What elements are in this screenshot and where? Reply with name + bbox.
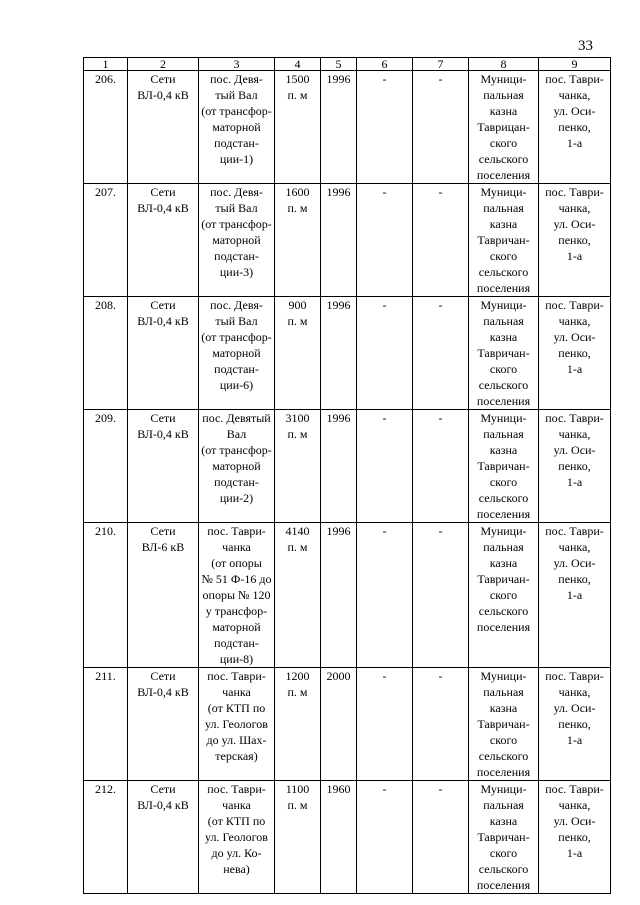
- object-year: 1996: [321, 184, 357, 297]
- table-row: [84, 781, 611, 894]
- object-name: Сети ВЛ-6 кВ: [128, 523, 199, 668]
- object-location: пос. Таври- чанка (от опоры № 51 Ф-16 до опоры № 120 у трансфор- маторной подстан- ции-8): [199, 523, 275, 668]
- row-number: 206.: [84, 71, 128, 184]
- owner-address: пос. Таври- чанка, ул. Оси- пенко, 1-а: [539, 184, 611, 297]
- object-owner: Муници- пальная казна Тавричан- ского сельского поселения: [469, 781, 539, 894]
- object-name: Сети ВЛ-0,4 кВ: [128, 297, 199, 410]
- cell-column-7: -: [413, 668, 469, 781]
- object-year: 2000: [321, 668, 357, 781]
- column-header: 4: [275, 58, 321, 71]
- table-row: [84, 668, 611, 781]
- object-name: Сети ВЛ-0,4 кВ: [128, 781, 199, 894]
- object-length: 1500 п. м: [275, 71, 321, 184]
- table-row: [84, 184, 611, 297]
- cell-column-7: -: [413, 781, 469, 894]
- cell-column-6: -: [357, 781, 413, 894]
- cell-column-6: -: [357, 668, 413, 781]
- cell-column-6: -: [357, 523, 413, 668]
- row-number: 209.: [84, 410, 128, 523]
- row-number: 212.: [84, 781, 128, 894]
- owner-address: пос. Таври- чанка, ул. Оси- пенко, 1-а: [539, 410, 611, 523]
- table-body: [84, 71, 611, 894]
- column-header: 7: [413, 58, 469, 71]
- object-length: 1100 п. м: [275, 781, 321, 894]
- object-owner: Муници- пальная казна Тавричан- ского сельского поселения: [469, 297, 539, 410]
- object-location: пос. Девя- тый Вал (от трансфор- маторной подстан- ции-1): [199, 71, 275, 184]
- column-header: 1: [84, 58, 128, 71]
- object-name: Сети ВЛ-0,4 кВ: [128, 668, 199, 781]
- owner-address: пос. Таври- чанка, ул. Оси- пенко, 1-а: [539, 297, 611, 410]
- owner-address: пос. Таври- чанка, ул. Оси- пенко, 1-а: [539, 668, 611, 781]
- object-year: 1996: [321, 410, 357, 523]
- header-row: [84, 58, 611, 71]
- table-row: [84, 410, 611, 523]
- column-header: 5: [321, 58, 357, 71]
- object-year: 1960: [321, 781, 357, 894]
- object-location: пос. Девя- тый Вал (от трансфор- маторной подстан- ции-3): [199, 184, 275, 297]
- object-owner: Муници- пальная казна Тавричан- ского сельского поселения: [469, 410, 539, 523]
- object-owner: Муници- пальная казна Тавричан- ского сельского поселения: [469, 668, 539, 781]
- object-year: 1996: [321, 297, 357, 410]
- object-location: пос. Девя- тый Вал (от трансфор- маторной подстан- ции-6): [199, 297, 275, 410]
- object-year: 1996: [321, 523, 357, 668]
- table-row: [84, 71, 611, 184]
- column-header: 2: [128, 58, 199, 71]
- owner-address: пос. Таври- чанка, ул. Оси- пенко, 1-а: [539, 523, 611, 668]
- cell-column-6: -: [357, 410, 413, 523]
- property-registry-table: [83, 57, 611, 894]
- cell-column-7: -: [413, 523, 469, 668]
- object-length: 4140 п. м: [275, 523, 321, 668]
- object-location: пос. Таври- чанка (от КТП по ул. Геологов до ул. Ко- нева): [199, 781, 275, 894]
- table-header: [84, 58, 611, 71]
- object-length: 3100 п. м: [275, 410, 321, 523]
- object-length: 1600 п. м: [275, 184, 321, 297]
- column-header: 3: [199, 58, 275, 71]
- object-name: Сети ВЛ-0,4 кВ: [128, 184, 199, 297]
- column-header: 8: [469, 58, 539, 71]
- object-location: пос. Таври- чанка (от КТП по ул. Геологов до ул. Шах- терская): [199, 668, 275, 781]
- row-number: 208.: [84, 297, 128, 410]
- table-row: [84, 297, 611, 410]
- cell-column-6: -: [357, 297, 413, 410]
- object-owner: Муници- пальная казна Тавричан- ского сельского поселения: [469, 184, 539, 297]
- object-length: 1200 п. м: [275, 668, 321, 781]
- column-header: 9: [539, 58, 611, 71]
- table-row: [84, 523, 611, 668]
- row-number: 207.: [84, 184, 128, 297]
- cell-column-7: -: [413, 184, 469, 297]
- owner-address: пос. Таври- чанка, ул. Оси- пенко, 1-а: [539, 71, 611, 184]
- object-year: 1996: [321, 71, 357, 184]
- object-location: пос. Девятый Вал (от трансфор- маторной подстан- ции-2): [199, 410, 275, 523]
- column-header: 6: [357, 58, 413, 71]
- row-number: 210.: [84, 523, 128, 668]
- cell-column-6: -: [357, 71, 413, 184]
- cell-column-7: -: [413, 297, 469, 410]
- cell-column-6: -: [357, 184, 413, 297]
- object-length: 900 п. м: [275, 297, 321, 410]
- object-name: Сети ВЛ-0,4 кВ: [128, 71, 199, 184]
- object-owner: Муници- пальная казна Тавричан- ского сельского поселения: [469, 523, 539, 668]
- page-number: 33: [578, 38, 593, 54]
- row-number: 211.: [84, 668, 128, 781]
- cell-column-7: -: [413, 71, 469, 184]
- owner-address: пос. Таври- чанка, ул. Оси- пенко, 1-а: [539, 781, 611, 894]
- object-name: Сети ВЛ-0,4 кВ: [128, 410, 199, 523]
- object-owner: Муници- пальная казна Таврицан- ского сельского поселения: [469, 71, 539, 184]
- cell-column-7: -: [413, 410, 469, 523]
